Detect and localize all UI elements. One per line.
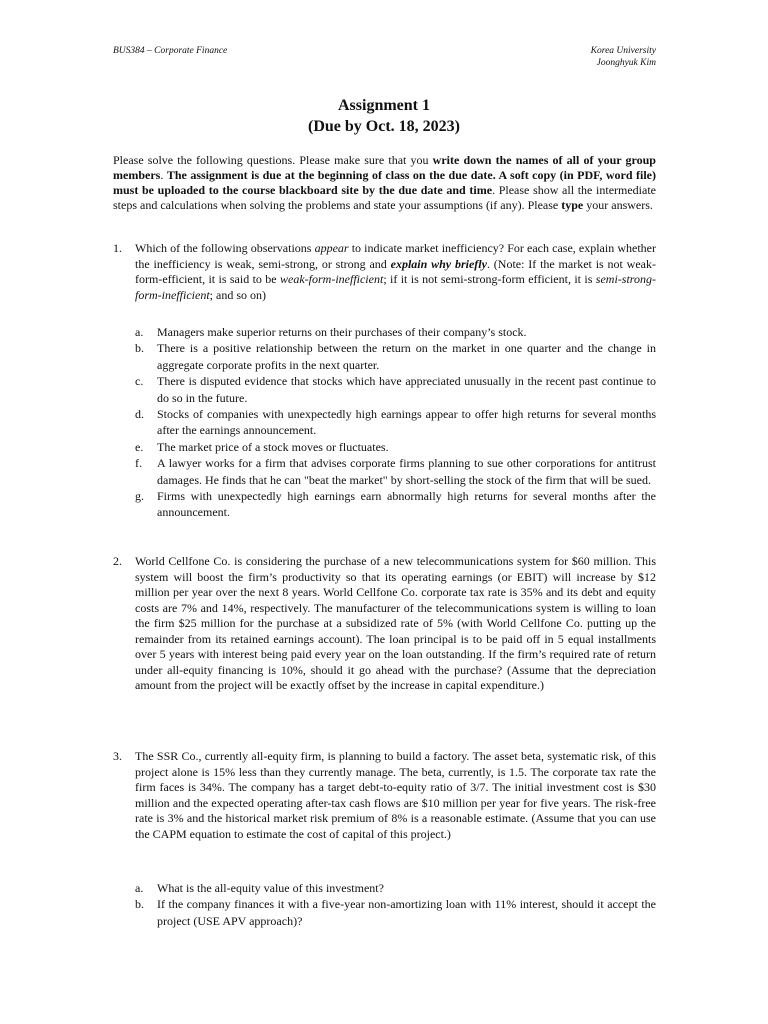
item-text: Managers make superior returns on their purchases of their company’s stock. bbox=[157, 325, 527, 339]
item-letter: b. bbox=[135, 897, 144, 912]
item-text: Stocks of companies with unexpectedly high earnings appear to offer high returns for several months after the earnings announcement. bbox=[157, 407, 656, 438]
course-header: BUS384 – Corporate Finance bbox=[113, 46, 228, 56]
q1-text: Which of the following observations bbox=[135, 241, 315, 255]
question-number: 3. bbox=[113, 749, 122, 763]
item-letter: g. bbox=[135, 489, 144, 504]
q1-bold-italic: explain why briefly bbox=[390, 256, 487, 271]
question-3 bbox=[113, 749, 656, 842]
list-item bbox=[135, 406, 656, 439]
list-item bbox=[135, 439, 656, 455]
item-letter: f. bbox=[135, 456, 142, 471]
item-letter: e. bbox=[135, 439, 144, 454]
list-item bbox=[135, 880, 656, 896]
intro-text: Please solve the following questions. Please make sure that you bbox=[113, 153, 433, 167]
item-letter: d. bbox=[135, 407, 144, 422]
title-line-1: Assignment 1 bbox=[337, 97, 430, 114]
q1-text: to indicate market inefficiency? For each case, explain whether the inefficiency is weak, semi-strong, or strong and bbox=[135, 241, 656, 271]
item-letter: b. bbox=[135, 341, 144, 356]
author-header bbox=[591, 45, 656, 69]
question-2 bbox=[113, 554, 656, 694]
q1-text: ; and so on) bbox=[209, 287, 266, 302]
instructions-paragraph bbox=[113, 153, 656, 213]
item-text: A lawyer works for a firm that advises corporate firms planning to sue other corporations for antitrust damages. He finds that he can "beat the market" by short-selling the stock of the firm that will be sued. bbox=[157, 456, 656, 487]
question-number: 2. bbox=[113, 554, 122, 568]
intro-bold-type: type bbox=[561, 198, 584, 212]
q1-italic: semi-strong-form-inefficient bbox=[135, 272, 656, 302]
list-item bbox=[135, 373, 656, 406]
list-item bbox=[135, 455, 656, 488]
list-item bbox=[135, 896, 656, 929]
assignment-title bbox=[0, 95, 768, 137]
item-letter: a. bbox=[135, 325, 144, 339]
intro-text: . Please show all the intermediate steps and calculations when solving the problems and state your assumptions (if any). Please bbox=[113, 183, 657, 212]
item-text: What is the all-equity value of this investment? bbox=[157, 881, 384, 895]
intro-text: your answers. bbox=[583, 198, 653, 212]
item-text: If the company finances it with a five-year non-amortizing loan with 11% interest, should it accept the project (USE APV approach)? bbox=[157, 897, 656, 928]
item-letter: c. bbox=[135, 374, 144, 389]
university-name: Korea University bbox=[590, 46, 656, 56]
q1-italic: appear bbox=[314, 241, 349, 255]
question-1-subitems bbox=[135, 324, 656, 521]
question-3-text: The SSR Co., currently all-equity firm, is planning to build a factory. The asset beta, systematic risk, of this project alone is 15% less than they currently manage. The beta, currently, is 1.5. The corporate tax rate the firm faces is 34%. The company has a target debt-to-equity ratio of 3/7. The initial investment cost is $30 million and the expected operating after-tax cash flows are $10 million per year for five years. The risk-free rate is 3% and the historical market risk premium of 8% is a reasonable estimate. (Assume that you can use the CAPM equation to estimate the cost of capital of this project.) bbox=[135, 749, 656, 841]
question-2-text: World Cellfone Co. is considering the purchase of a new telecommunications system for $60 million. This system will boost the firm’s productivity so that its operating earnings (or EBIT) will increase by $12 million per year over the next 8 years. World Cellfone Co. corporate tax rate is 35% and its debt and equity costs are 7% and 14%, respectively. The manufacturer of the telecommunications system is willing to loan the firm $25 million for the purchase at a subsidized rate of 5% (with World Cellfone Co. putting up the remainder from its retained earnings account). The loan principal is to be paid off in 5 equal installments over 5 years with interest being paid every year on the loan outstanding. If the firm’s required rate of return under all-equity financing is 10%, should it go ahead with the purchase? (Assume that the depreciation amount from the project will be exactly offset by the increase in capital expenditure.) bbox=[135, 554, 656, 692]
title-line-2: (Due by Oct. 18, 2023) bbox=[308, 118, 460, 135]
q1-text: ; if it is not semi-strong-form efficient, it is bbox=[383, 272, 596, 286]
intro-bold-names: write down the names of all of your group members bbox=[113, 153, 656, 182]
question-number: 1. bbox=[113, 241, 122, 255]
q1-italic: weak-form-inefficient bbox=[280, 272, 384, 286]
intro-text: . bbox=[160, 168, 167, 182]
item-text: Firms with unexpectedly high earnings earn abnormally high returns for several months after the announcement. bbox=[157, 489, 656, 520]
list-item bbox=[135, 488, 656, 521]
question-3-subitems bbox=[135, 880, 656, 929]
list-item bbox=[135, 340, 656, 373]
question-1-text bbox=[135, 241, 656, 303]
list-item bbox=[135, 324, 656, 340]
item-text: There is a positive relationship between the return on the market in one quarter and the change in aggregate corporate profits in the next quarter. bbox=[157, 341, 656, 372]
q1-text: . (Note: If the market is not weak-form-efficient, it is said to be bbox=[135, 256, 656, 286]
item-text: The market price of a stock moves or fluctuates. bbox=[157, 439, 389, 454]
instructor-name: Joonghyuk Kim bbox=[596, 58, 656, 68]
intro-bold-deadline: The assignment is due at the beginning of class on the due date. A soft copy (in PDF, word file) must be uploaded to the course blackboard site by the due date and time bbox=[113, 168, 656, 197]
item-letter: a. bbox=[135, 881, 144, 895]
item-text: There is disputed evidence that stocks which have appreciated unusually in the recent past continue to do so in the future. bbox=[157, 374, 656, 405]
question-1 bbox=[113, 241, 656, 303]
